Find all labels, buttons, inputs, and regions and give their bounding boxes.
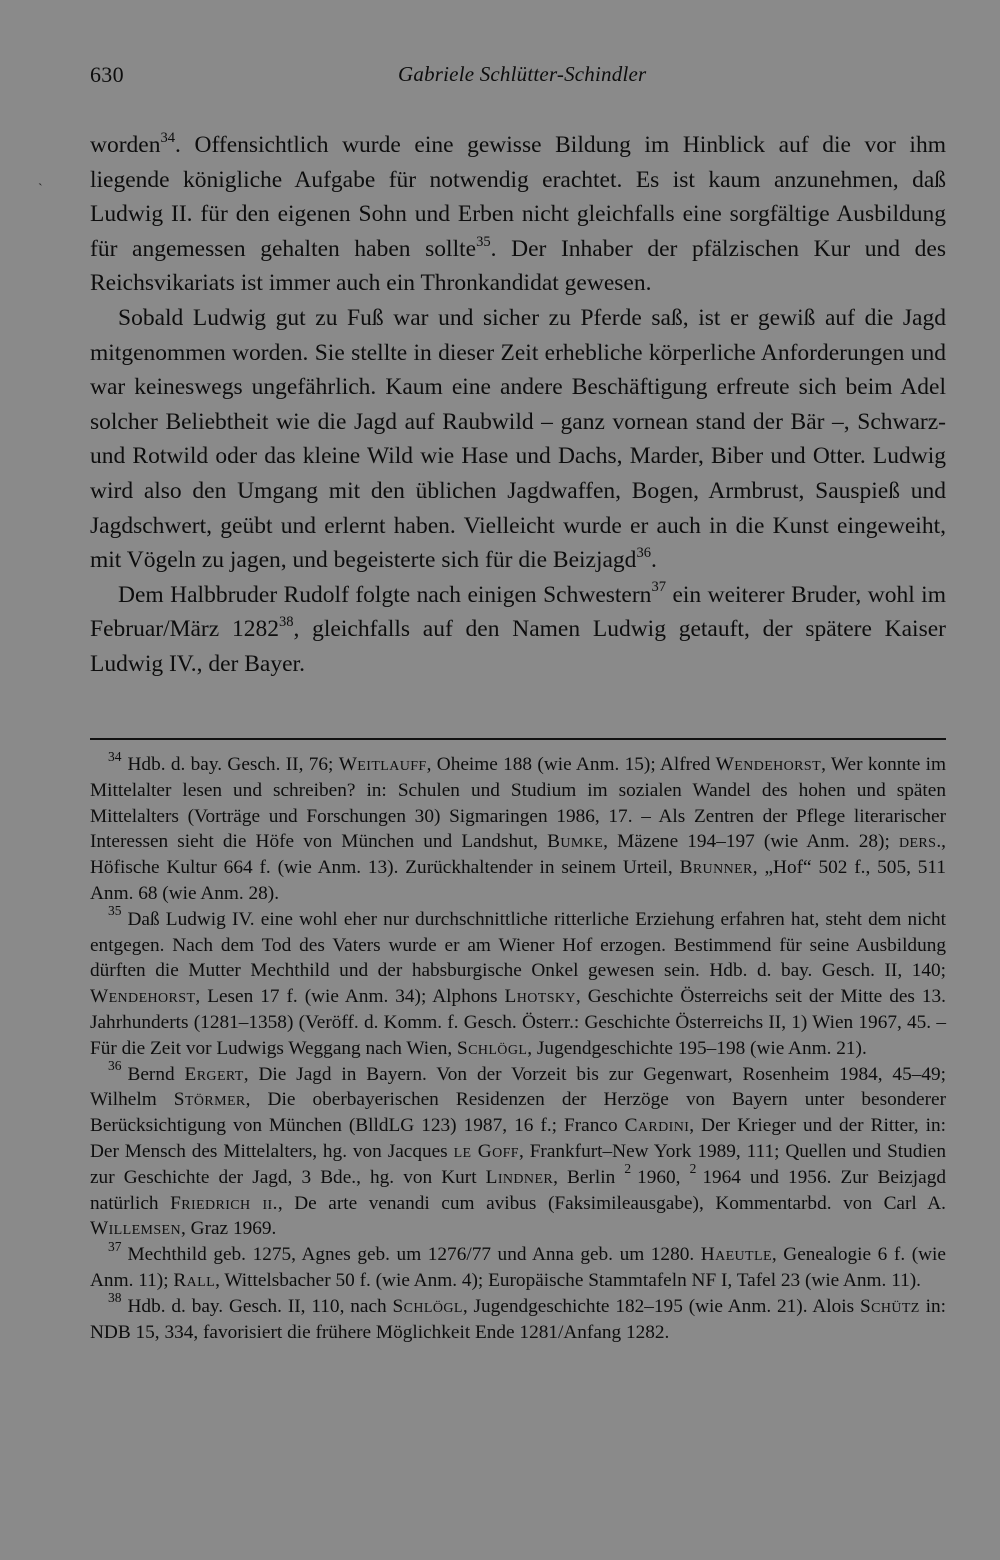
running-title: Gabriele Schlütter-Schindler [398,62,647,86]
footnote-35: $^{35}$ Daß Ludwig IV. eine wohl eher nur durchschnittliche ritterliche Erziehung erfahren hat, steht dem nicht entgegen. Nach dem Tod des Vaters wurde er am Wiener Hof erzogen. Bestimmend für seine Ausbildung dürften die Mutter Mechthild und der habsburgische Onkel gewesen sein. Hdb. d. bay. Gesch. II, 140; Wendehorst, Lesen 17 f. (wie Anm. 34); Alphons Lhotsky, Geschichte Österreichs seit der Mitte des 13. Jahrhunderts (1281–1358) (Veröff. d. Komm. f. Gesch. Österr.: Geschichte Österreichs II, 1) Wien 1967, 45. – Für die Zeit vor Ludwigs Weggang nach Wien, Schlögl, Jugendgeschichte 195–198 (wie Anm. 21). [90,903,946,1059]
footnote-34: $^{34}$ Hdb. d. bay. Gesch. II, 76; Weitlauff, Oheime 188 (wie Anm. 15); Alfred Wendehorst, Wer konnte im Mittelalter lesen und schreiben? in: Schulen und Studium im sozialen Wandel des hohen und späten Mittelalters (Vorträge und Forschungen 30) Sigmaringen 1986, 17. – Als Zentren der Pflege literarischer Interessen sieht die Höfe von München und Landshut, Bumke, Mäzene 194–197 (wie Anm. 28); ders., Höfische Kultur 664 f. (wie Anm. 13). Zurückhaltender in seinem Urteil, Brunner, „Hof“ 502 f., 505, 511 Anm. 68 (wie Anm. 28). [90,748,946,904]
running-header [90,62,946,92]
paragraph: Dem Halbbruder Rudolf folgte nach einigen Schwestern$^{37}$ ein weiterer Bruder, wohl im Februar/März 1282$^{38}$, gleichfalls auf den Namen Ludwig getauft, der spätere Kaiser Ludwig IV., der Bayer. [90,579,946,677]
footnote-ref: 37 [651,579,666,596]
footnote-number: 34 [108,748,122,764]
paragraph: worden$^{34}$. Offensichtlich wurde eine gewisse Bildung im Hinblick auf die vor ihm liegende königliche Aufgabe für notwendig erachtet. Es ist kaum anzunehmen, daß Ludwig II. für den eigenen Sohn und Erben nicht gleichfalls eine sorgfältige Ausbildung für angemessen gehalten haben sollte$^{35}$. Der Inhaber der pfälzischen Kur und des Reichsvikariats ist immer auch ein Thronkandidat gewesen. [90,129,946,297]
footnote-number: 35 [108,903,122,919]
footnote-ref: 34 [160,129,176,146]
footnote-37: $^{37}$ Mechthild geb. 1275, Agnes geb. um 1276/77 und Anna geb. um 1280. Haeutle, Genealogie 6 f. (wie Anm. 11); Rall, Wittelsbacher 50 f. (wie Anm. 4); Europäische Stammtafeln NF I, Tafel 23 (wie Anm. 11). [90,1238,946,1291]
footnote-number: 37 [108,1238,122,1254]
margin-mark: ` [38,182,43,197]
footnote-36: $^{36}$ Bernd Ergert, Die Jagd in Bayern. Von der Vorzeit bis zur Gegenwart, Rosenheim 1984, 45–49; Wilhelm Störmer, Die oberbayerischen Residenzen der Herzöge von Bayern unter besonderer Berücksichtigung von München (BlldLG 123) 1987, 16 f.; Franco Cardini, Der Krieger und der Ritter, in: Der Mensch des Mittelalters, hg. von Jacques le Goff, Frankfurt–New York 1989, 111; Quellen und Studien zur Geschichte der Jagd, 3 Bde., hg. von Kurt Lindner, Berlin $^2$ 1960, $^2$ 1964 und 1956. Zur Beizjagd natürlich Friedrich ii., De arte venandi cum avibus (Faksimileausgabe), Kommentarbd. von Carl A. Willemsen, Graz 1969. [90,1058,947,1240]
footnote-separator [90,738,946,740]
page-number: 630 [90,62,124,87]
footnote-38: $^{38}$ Hdb. d. bay. Gesch. II, 110, nach Schlögl, Jugendgeschichte 182–195 (wie Anm. 21). Alois Schütz in: NDB 15, 334, favorisiert die frühere Möglichkeit Ende 1281/Anfang 1282. [90,1290,946,1343]
footnote-ref: 36 [636,544,651,561]
body-text [90,128,946,682]
footnote-ref: 35 [476,233,491,250]
footnotes [90,748,947,1345]
footnote-ref: 38 [278,614,294,631]
footnote-number: 38 [108,1290,122,1306]
footnote-number: 36 [108,1058,122,1074]
edition-number: 2 [689,1161,697,1177]
paragraph: Sobald Ludwig gut zu Fuß war und sicher zu Pferde saß, ist er gewiß auf die Jagd mitgenommen worden. Sie stellte in dieser Zeit erhebliche körperliche Anforderungen und war keineswegs ungefährlich. Kaum eine andere Beschäftigung erfreute sich beim Adel solcher Beliebtheit wie die Jagd auf Raubwild – ganz vornean stand der Bär –, Schwarz- und Rotwild oder das kleine Wild wie Hase und Dachs, Marder, Biber und Otter. Ludwig wird also den Umgang mit den üblichen Jagdwaffen, Bogen, Armbrust, Sauspieß und Jagdschwert, geübt und erlernt haben. Vielleicht wurde er auch in die Kunst eingeweiht, mit Vögeln zu jagen, und begeisterte sich für die Beizjagd$^{36}$. [90,304,946,574]
edition-number: 2 [624,1161,632,1177]
